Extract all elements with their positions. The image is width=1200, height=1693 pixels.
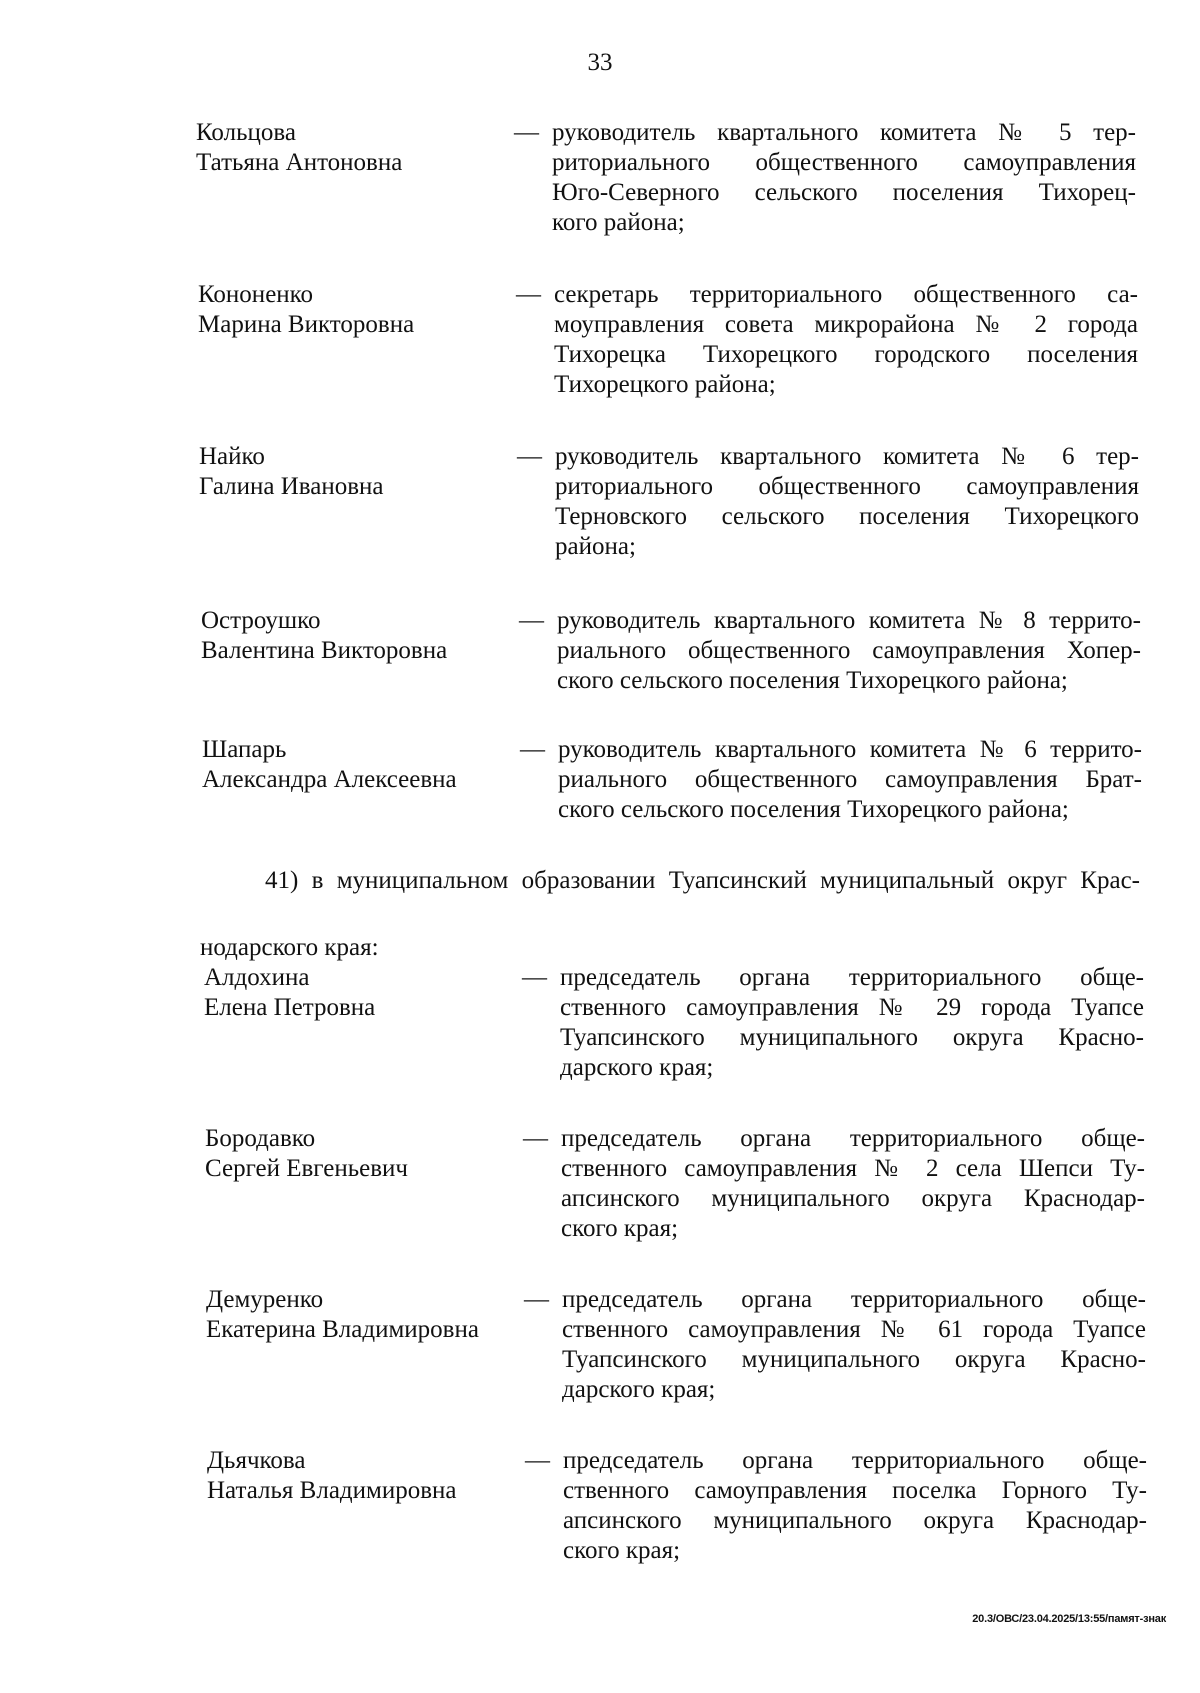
given-name: Марина Викторовна xyxy=(198,311,415,338)
desc-line: ственного самоуправления № 2 села Шепси Ту- xyxy=(561,1155,1145,1182)
surname: Найко xyxy=(199,443,265,470)
surname: Кольцова xyxy=(196,119,296,146)
surname: Дьячкова xyxy=(207,1447,306,1474)
desc-line: ственного самоуправления № 61 города Туапсе xyxy=(562,1316,1146,1343)
person-name xyxy=(198,280,508,340)
given-name: Галина Ивановна xyxy=(199,473,384,500)
given-name: Валентина Викторовна xyxy=(201,637,448,664)
desc-line: моуправления совета микрорайона № 2 города xyxy=(554,311,1138,338)
person-name xyxy=(202,735,512,795)
given-name: Екатерина Владимировна xyxy=(206,1316,479,1343)
desc-line: риального общественного самоуправления Брат- xyxy=(558,766,1142,793)
desc-line: апсинского муниципального округа Краснодар- xyxy=(561,1185,1145,1212)
dash: — xyxy=(514,119,539,146)
desc-line: ского сельского поселения Тихорецкого района; xyxy=(558,796,1069,823)
desc-line: секретарь территориального общественного са- xyxy=(554,281,1138,308)
person-name xyxy=(204,963,514,1023)
position-description xyxy=(561,1124,1145,1244)
dash: — xyxy=(520,736,545,763)
desc-line: Туапсинского муниципального округа Красно- xyxy=(562,1346,1146,1373)
person-name xyxy=(201,606,511,666)
desc-line: Тихорецка Тихорецкого городского поселения xyxy=(554,341,1138,368)
given-name: Александра Алексеевна xyxy=(202,766,457,793)
position-description xyxy=(558,735,1142,825)
desc-line: Тихорецкого района; xyxy=(554,371,776,398)
section-heading xyxy=(200,866,1140,963)
given-name: Татьяна Антоновна xyxy=(196,149,403,176)
desc-line: руководитель квартального комитета № 6 террито- xyxy=(558,736,1142,763)
desc-line: кого района; xyxy=(552,209,685,236)
person-name xyxy=(207,1446,517,1506)
section-heading-line: нодарского края: xyxy=(200,934,379,961)
given-name: Сергей Евгеньевич xyxy=(205,1155,408,1182)
person-name xyxy=(199,442,509,502)
surname: Бородавко xyxy=(205,1125,316,1152)
desc-line: Юго-Северного сельского поселения Тихорец- xyxy=(552,179,1136,206)
person-name xyxy=(205,1124,515,1184)
desc-line: руководитель квартального комитета № 8 террито- xyxy=(557,607,1141,634)
desc-line: председатель органа территориального обще- xyxy=(560,964,1144,991)
surname: Алдохина xyxy=(204,964,310,991)
desc-line: риториального общественного самоуправления xyxy=(552,149,1136,176)
position-description xyxy=(563,1446,1147,1566)
surname: Шапарь xyxy=(202,736,287,763)
desc-line: дарского края; xyxy=(560,1054,714,1081)
desc-line: ского края; xyxy=(563,1537,681,1564)
desc-line: риального общественного самоуправления Хопер- xyxy=(557,637,1141,664)
given-name: Наталья Владимировна xyxy=(207,1477,457,1504)
surname: Демуренко xyxy=(206,1286,324,1313)
desc-line: дарского края; xyxy=(562,1376,716,1403)
page-number: 33 xyxy=(587,49,613,76)
desc-line: ского края; xyxy=(561,1215,679,1242)
dash: — xyxy=(525,1447,550,1474)
desc-line: ственного самоуправления № 29 города Туапсе xyxy=(560,994,1144,1021)
desc-line: председатель органа территориального обще- xyxy=(562,1286,1146,1313)
desc-line: председатель органа территориального обще- xyxy=(561,1125,1145,1152)
section-heading-line: 41) в муниципальном образовании Туапсинский муниципальный округ Крас- xyxy=(265,867,1140,894)
desc-line: Терновского сельского поселения Тихорецкого xyxy=(555,503,1139,530)
desc-line: ственного самоуправления поселка Горного Ту- xyxy=(563,1477,1147,1504)
dash: — xyxy=(519,607,544,634)
dash: — xyxy=(517,443,542,470)
position-description xyxy=(557,606,1141,696)
desc-line: риториального общественного самоуправления xyxy=(555,473,1139,500)
desc-line: апсинского муниципального округа Краснодар- xyxy=(563,1507,1147,1534)
desc-line: района; xyxy=(555,533,636,560)
person-name xyxy=(206,1285,516,1345)
position-description xyxy=(562,1285,1146,1405)
desc-line: ского сельского поселения Тихорецкого района; xyxy=(557,667,1068,694)
footer-stamp: 20.3/ОВС/23.04.2025/13:55/памят-знак xyxy=(972,1613,1166,1625)
desc-line: руководитель квартального комитета № 6 тер- xyxy=(555,443,1139,470)
dash: — xyxy=(516,281,541,308)
desc-line: руководитель квартального комитета № 5 тер- xyxy=(552,119,1136,146)
surname: Остроушко xyxy=(201,607,321,634)
surname: Кононенко xyxy=(198,281,314,308)
person-name xyxy=(196,118,506,178)
dash: — xyxy=(522,964,547,991)
desc-line: председатель органа территориального обще- xyxy=(563,1447,1147,1474)
position-description xyxy=(554,280,1138,400)
position-description xyxy=(560,963,1144,1083)
dash: — xyxy=(523,1125,548,1152)
position-description xyxy=(552,118,1136,238)
position-description xyxy=(555,442,1139,562)
dash: — xyxy=(524,1286,549,1313)
desc-line: Туапсинского муниципального округа Красно- xyxy=(560,1024,1144,1051)
given-name: Елена Петровна xyxy=(204,994,376,1021)
